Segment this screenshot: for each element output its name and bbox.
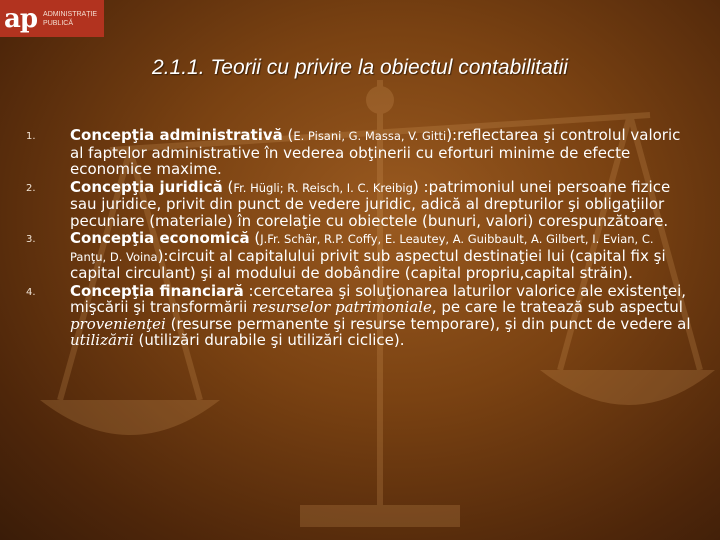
item-number: 1. (26, 131, 36, 142)
logo-line-2: PUBLICĂ (43, 19, 73, 27)
authors-close: ) : (412, 177, 429, 196)
item-body-part: (utilizări durabile şi utilizări ciclice). (133, 331, 405, 349)
item-body-part: , pe care le tratează sub aspectul (431, 298, 683, 316)
item-authors: E. Pisani, G. Massa, V. Gitti (293, 129, 447, 143)
item-number: 2. (26, 182, 36, 194)
slide-title: 2.1.1. Teorii cu privire la obiectul contabilitatii (152, 56, 568, 79)
item-text (70, 127, 692, 178)
item-body-part: (resurse permanente şi resurse temporare), şi din punct de vedere al (165, 314, 691, 333)
list-item-administrative (26, 127, 692, 178)
authors-close: ): (446, 126, 458, 144)
italic-term: resurselor patrimoniale (252, 298, 432, 316)
item-authors: Fr. Hügli; R. Reisch, I. C. Kreibig (233, 180, 413, 195)
authors-open: ( (249, 229, 261, 247)
logo-mark: ap (4, 3, 38, 34)
item-text (70, 283, 692, 349)
item-body-part: :cercetarea şi soluţionarea laturilor valorice ale existenţei, mişcării şi transformării (70, 281, 687, 316)
item-authors: J.Fr. Schär, R.P. Coffy, E. Leautey, A. Guibbault, A. Gilbert, I. Evian, C. Panţu, D. Voina (70, 232, 654, 264)
authors-open: ( (282, 126, 294, 144)
logo-line-1: ADMINISTRAȚIE (43, 10, 98, 18)
authors-open: ( (222, 177, 234, 196)
concept-list (26, 127, 692, 350)
item-text (70, 230, 692, 282)
authors-close: ): (157, 246, 169, 265)
item-number: 4. (26, 286, 36, 298)
list-item-juridical (26, 179, 692, 230)
item-heading: Concepţia financiară (70, 281, 244, 300)
list-item-economic (26, 230, 692, 282)
italic-term: provenienţei (70, 314, 166, 333)
item-body: patrimoniul unei persoane fizice sau juridice, privit din punct de vedere juridic, adică al drepturilor şi obligaţiilor pecuniare (materiale) în corelaţie cu obiectele (bunuri, valori) corespunzătoare. (70, 177, 671, 230)
item-body: reflectarea şi controlul valoric al faptelor administrative în vederea obţinerii cu eforturi minime de efecte economice maxime. (70, 126, 681, 178)
item-heading: Concepţia economică (70, 229, 250, 247)
item-number: 3. (26, 234, 36, 245)
italic-term: utilizării (70, 331, 134, 349)
logo-text (43, 10, 97, 28)
item-body: circuit al capitalului privit sub aspectul destinaţiei lui (capital fix şi capital circulant) şi al modului de dobândire (capital propriu,capital străin). (70, 246, 666, 282)
item-heading: Concepţia administrativă (70, 126, 283, 144)
item-heading: Concepţia juridică (70, 177, 223, 196)
item-text (70, 179, 692, 230)
logo (0, 0, 104, 37)
list-item-financial (26, 283, 692, 349)
